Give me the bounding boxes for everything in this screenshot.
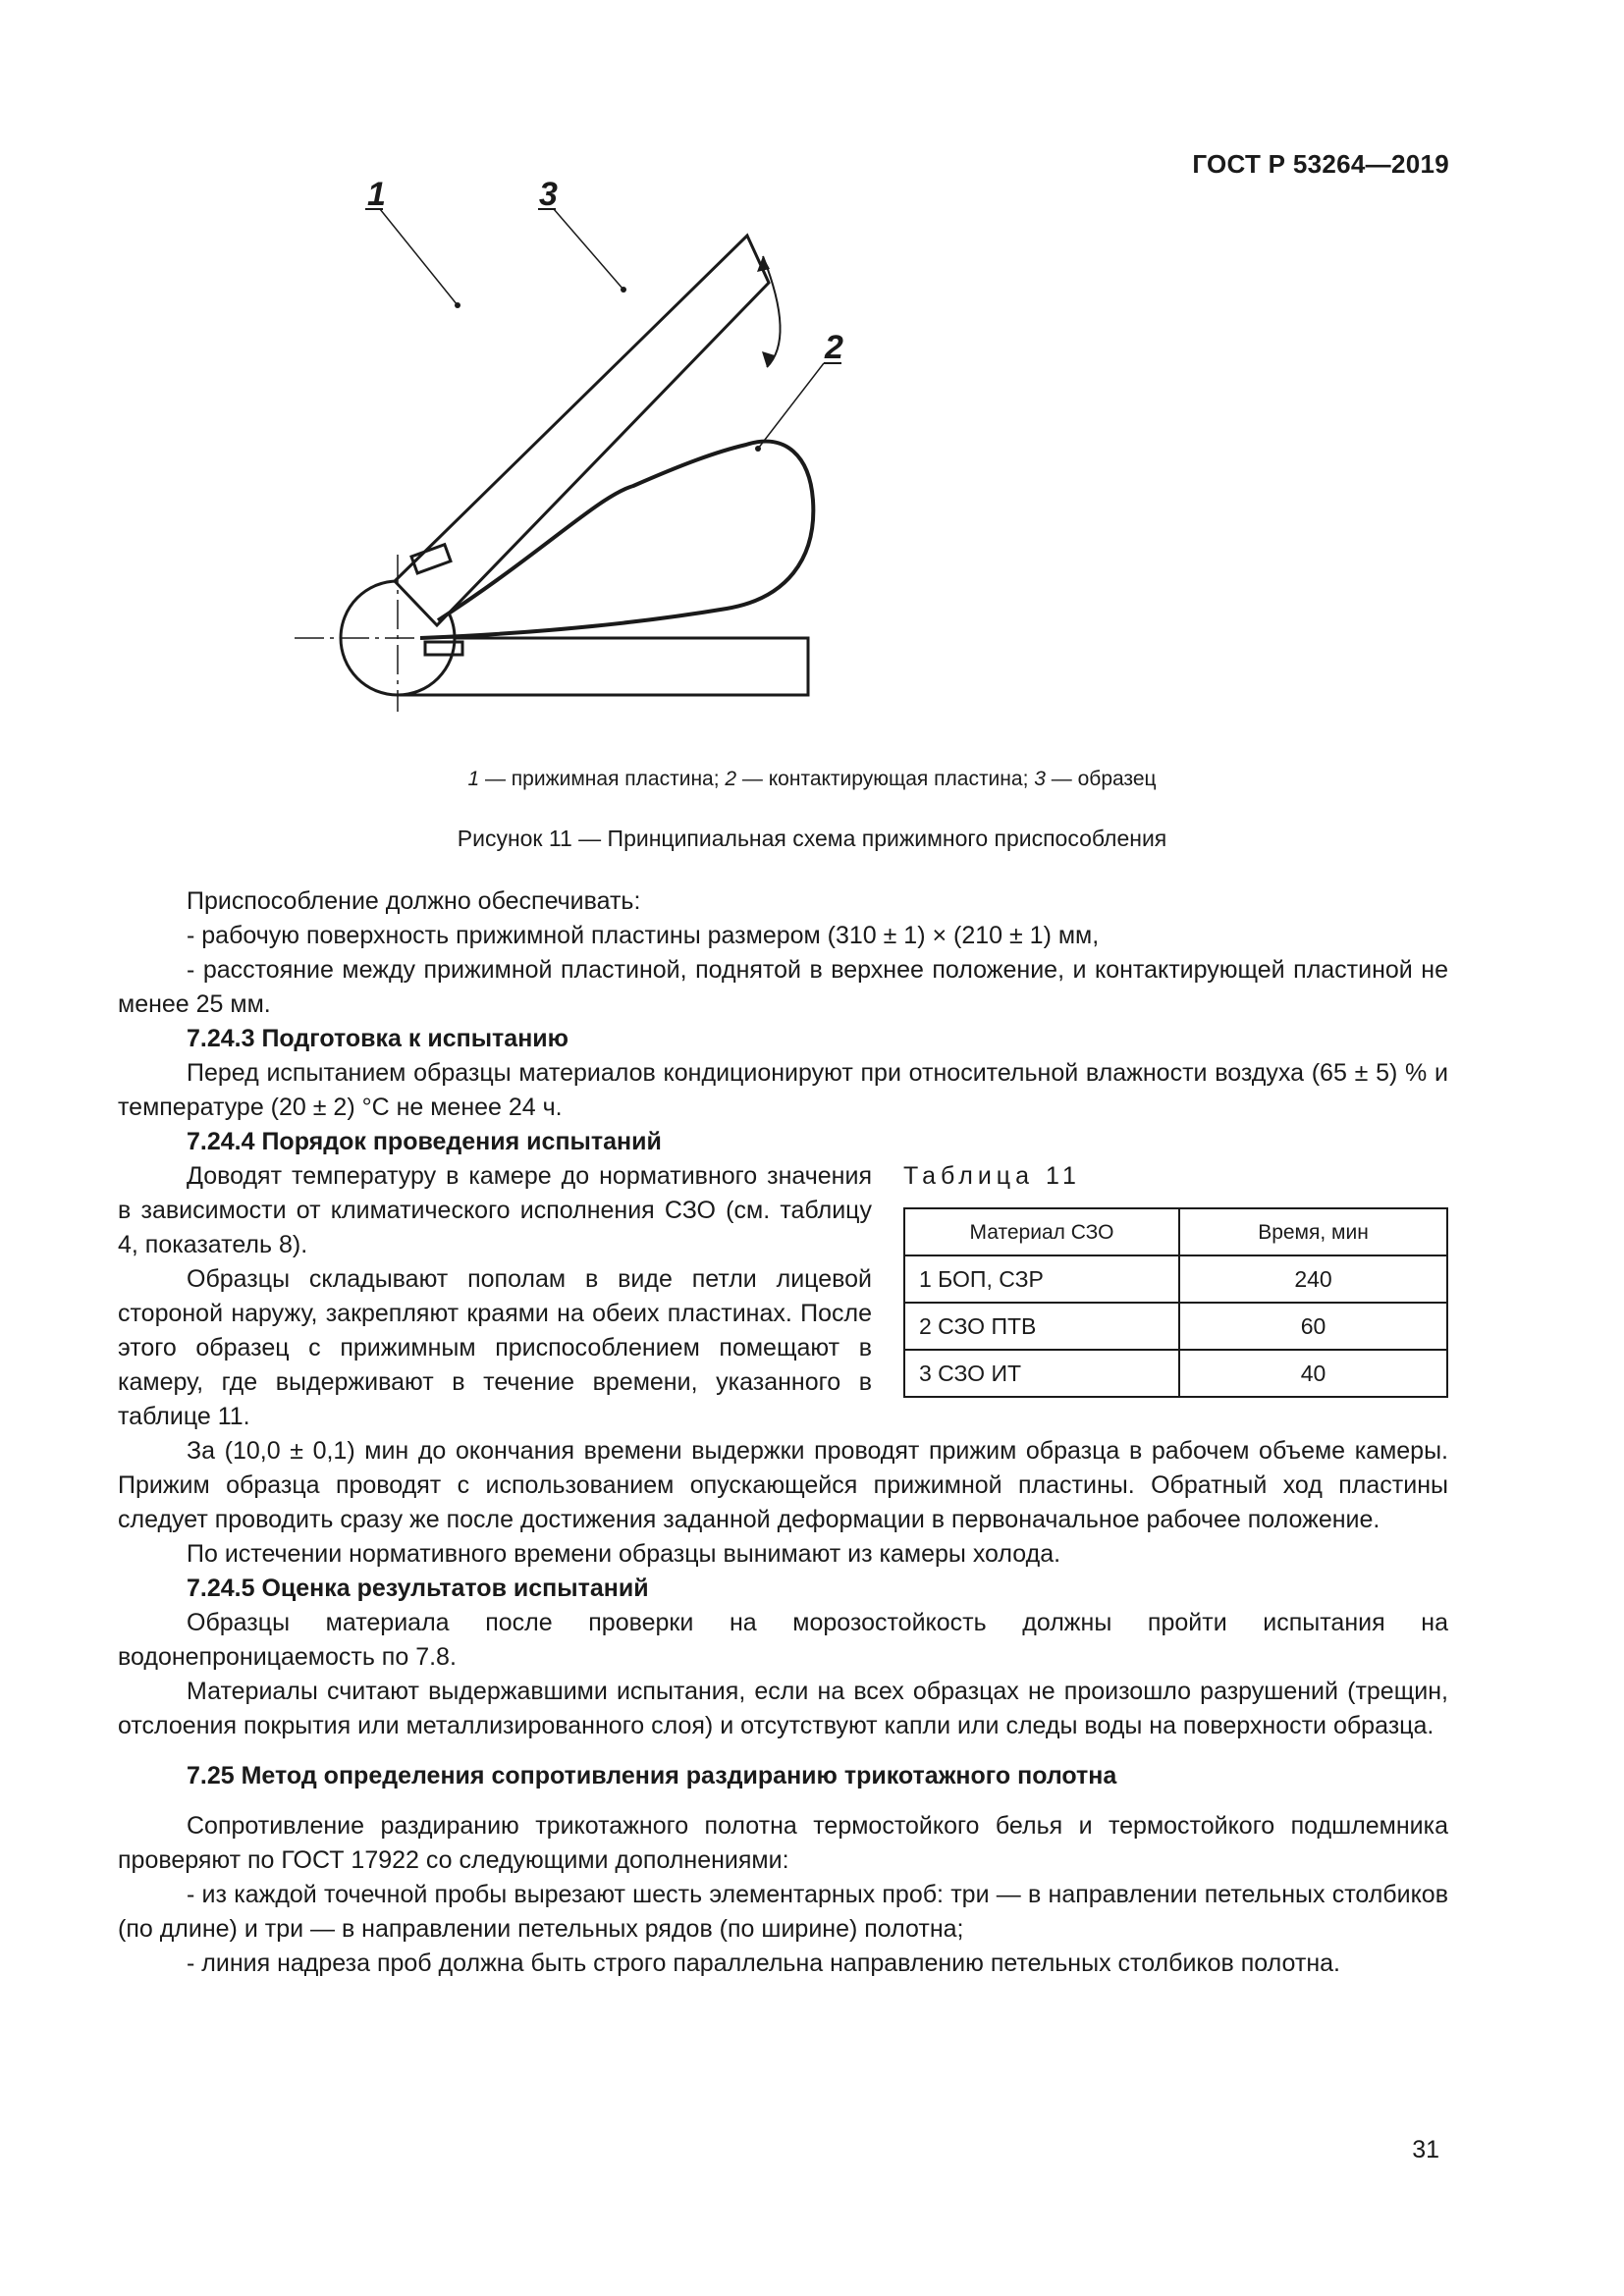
table-cell-material: 3 СЗО ИТ: [904, 1350, 1179, 1397]
table-row: [904, 1303, 1447, 1350]
table-row: [904, 1255, 1447, 1303]
table-11-block: [903, 1159, 1448, 1398]
paragraph: Образцы складывают пополам в виде петли лицевой стороной наружу, закрепляют краями на обеих пластинах. После этого образец с прижимным приспособлением помещают в камеру, где выдерживают в течение времени, указанного в таблице 11.: [118, 1265, 872, 1430]
paragraph: Материалы считают выдержавшими испытания, если на всех образцах не произошло разрушений (трещин, отслоения покрытия или металлизированного слоя) и отсутствуют капли или следы воды на поверхности образца.: [118, 1678, 1448, 1739]
table-header-row: [904, 1208, 1447, 1255]
figure-label-3: 3: [539, 176, 558, 213]
paragraph: Доводят температуру в камере до нормативного значения в зависимости от климатического исполнения СЗО (см. таблицу 4, показатель 8).: [118, 1162, 872, 1258]
table-row: [904, 1350, 1447, 1397]
paragraph: Приспособление должно обеспечивать:: [187, 887, 641, 915]
table-cell-time: 240: [1179, 1255, 1447, 1303]
table-cell-time: 40: [1179, 1350, 1447, 1397]
paragraph: За (10,0 ± 0,1) мин до окончания времени выдержки проводят прижим образца в рабочем объеме камеры. Прижим образца проводят с использованием опускающейся прижимной пластины. Обратный ход пластины следует проводить сразу же после достижения заданной деформации в первоначальное рабочее положение.: [118, 1437, 1448, 1533]
leader-1: [380, 209, 458, 305]
legend-text-3: — образец: [1045, 768, 1157, 790]
figure-11-diagram: [295, 176, 1276, 731]
paragraph: По истечении нормативного времени образцы вынимают из камеры холода.: [187, 1540, 1061, 1568]
point-marker-1: [455, 302, 460, 308]
legend-text-2: — контактирующая пластина;: [736, 768, 1035, 790]
legend-num-3: 3: [1034, 768, 1046, 790]
table-cell-material: 1 БОП, СЗР: [904, 1255, 1179, 1303]
leader-3: [554, 209, 623, 290]
section-heading: 7.24.3 Подготовка к испытанию: [187, 1025, 569, 1052]
paragraph: - расстояние между прижимной пластиной, поднятой в верхнее положение, и контактирующей пластиной не менее 25 мм.: [118, 956, 1448, 1018]
paragraph: Сопротивление раздиранию трикотажного полотна термостойкого белья и термостойкого подшлемника проверяют по ГОСТ 17922 со следующими дополнениями:: [118, 1812, 1448, 1874]
paragraph: - линия надреза проб должна быть строго параллельна направлению петельных столбиков полотна.: [187, 1949, 1340, 1977]
legend-num-1: 1: [467, 768, 480, 790]
figure-legend: [0, 768, 1624, 791]
legend-num-2: 2: [725, 768, 737, 790]
main-text: [118, 884, 1448, 1981]
figure-caption: Рисунок 11 — Принципиальная схема прижимного приспособления: [457, 826, 1167, 851]
paragraph: - из каждой точечной пробы вырезают шесть элементарных проб: три — в направлении петельных столбиков (по длине) и три — в направлении петельных рядов (по ширине) полотна;: [118, 1881, 1448, 1943]
figure-label-2: 2: [825, 329, 843, 366]
document-code: ГОСТ Р 53264—2019: [1192, 149, 1449, 179]
section-heading: 7.24.5 Оценка результатов испытаний: [187, 1575, 649, 1602]
table-11: [903, 1207, 1448, 1398]
paragraph: - рабочую поверхность прижимной пластины размером (310 ± 1) × (210 ± 1) мм,: [187, 922, 1100, 949]
table-header-material: Материал СЗО: [904, 1208, 1179, 1255]
paragraph: Перед испытанием образцы материалов кондиционируют при относительной влажности воздуха (65 ± 5) % и температуре (20 ± 2) °С не менее 24 ч.: [118, 1059, 1448, 1121]
pressure-plate: [395, 236, 769, 625]
section-heading: 7.25 Метод определения сопротивления раздиранию трикотажного полотна: [187, 1762, 1117, 1789]
paragraph: Образцы материала после проверки на морозостойкость должны пройти испытания на водонепроницаемость по 7.8.: [118, 1609, 1448, 1671]
page-number: 31: [1412, 2136, 1439, 2163]
section-heading: 7.24.4 Порядок проведения испытаний: [187, 1128, 662, 1155]
table-header-time: Время, мин: [1179, 1208, 1447, 1255]
figure-label-1: 1: [367, 176, 386, 213]
legend-text-1: — прижимная пластина;: [479, 768, 726, 790]
table-cell-material: 2 СЗО ПТВ: [904, 1303, 1179, 1350]
table-title: Таблица 11: [903, 1162, 1081, 1190]
leader-2: [758, 363, 824, 449]
point-marker-2: [755, 446, 761, 452]
table-cell-time: 60: [1179, 1303, 1447, 1350]
point-marker-3: [621, 287, 626, 293]
